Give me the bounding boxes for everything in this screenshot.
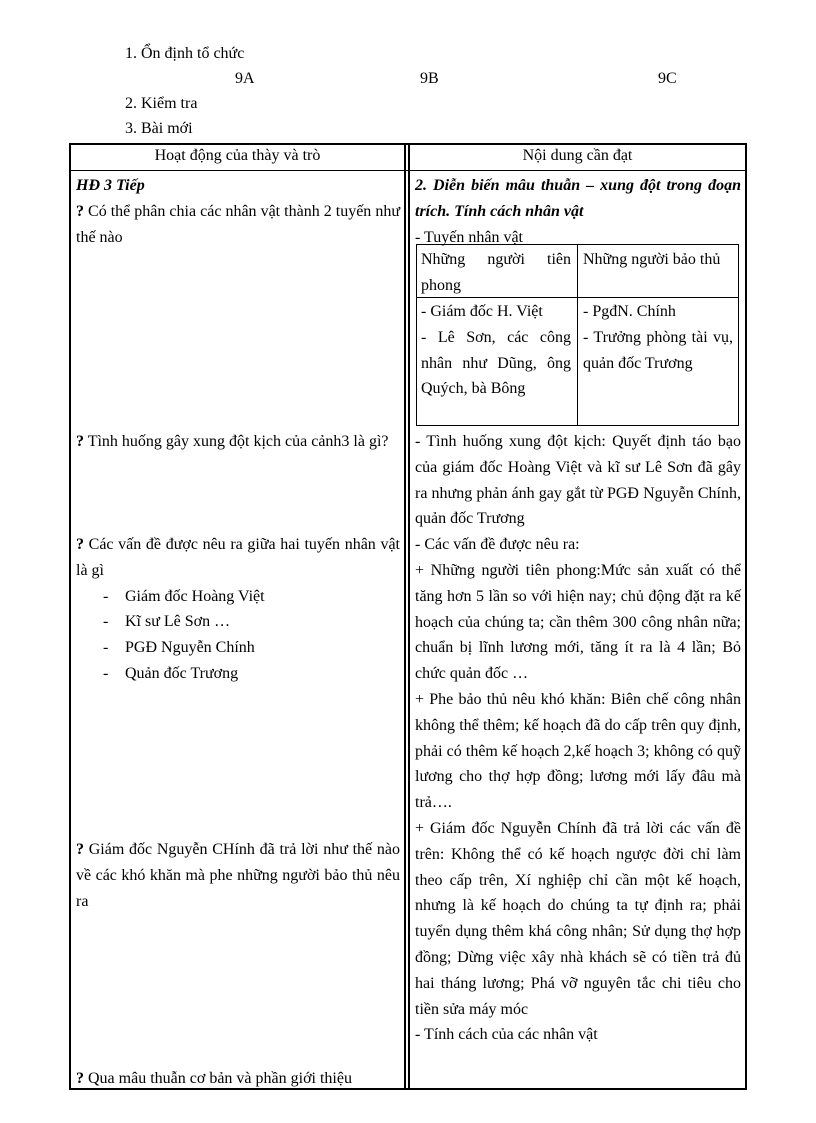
class-9a: 9A bbox=[235, 70, 255, 87]
question-2: ? Tình huống gây xung đột kịch của cảnh3 là gì? bbox=[76, 433, 389, 450]
sub-item: - Trưởng phòng tài vụ, quản đốc Trương bbox=[583, 328, 733, 372]
tuyen-nhan-vat: - Tuyến nhân vật bbox=[415, 228, 523, 246]
list-item: - Giám đốc Hoàng Việt bbox=[76, 584, 400, 610]
sub-item: - Giám đốc H. Việt bbox=[421, 303, 543, 320]
giam-doc-answer: + Giám đốc Nguyễn Chính đã trả lời các vấn đề trên: Không thể có kế hoạch ngược đời chỉ làm theo cấp trên, Xí nghiệp chỉ cần một kế hoạch, nhưng là kế hoạch do chúng ta tự định ra; phải tuyển dụng thêm khá công nhân; Sử dụng thợ hợp đồng; Dừng việc xây nhà khách sẽ có tiền trả đủ hai tháng lương; Phá vỡ nguyên tắc chi tiêu cho tiền sửa máy móc bbox=[415, 819, 741, 1018]
subtable-divider bbox=[577, 244, 578, 426]
col-header-right: Nội dung cần đạt bbox=[522, 147, 633, 164]
left-block-q4 bbox=[76, 837, 400, 914]
item-on-dinh: 1. Ổn định tổ chức bbox=[125, 45, 245, 62]
tinh-huong: - Tình huống xung đột kịch: Quyết định táo bạo của giám đốc Hoàng Việt và kĩ sư Lê Sơn đã gây ra nhưng phản ánh gay gắt từ PGĐ Nguyễn Chính, quản đốc Trương bbox=[415, 433, 741, 528]
right-block-body bbox=[415, 429, 741, 1048]
sub-cell-bao-thu bbox=[583, 299, 733, 376]
item-bai-moi: 3. Bài mới bbox=[125, 120, 193, 137]
class-9c: 9C bbox=[658, 70, 677, 87]
question-3: ? Các vấn đề được nêu ra giữa hai tuyến nhân vật là gì bbox=[76, 536, 400, 579]
list-item: - PGĐ Nguyễn Chính bbox=[76, 635, 400, 661]
van-de-heading: - Các vấn đề được nêu ra: bbox=[415, 536, 580, 554]
character-list bbox=[76, 584, 400, 687]
list-item: - Kĩ sư Lê Sơn … bbox=[76, 609, 400, 635]
header-row-divider bbox=[69, 170, 747, 171]
question-5: ? Qua mâu thuẫn cơ bản và phần giới thiệu bbox=[76, 1070, 352, 1087]
left-block-q2 bbox=[76, 429, 400, 455]
left-block-q5 bbox=[76, 1066, 406, 1092]
question-1: ? Có thể phân chia các nhân vật thành 2 tuyến như thế nào bbox=[76, 202, 400, 246]
sub-cell-tien-phong bbox=[421, 299, 571, 402]
item-kiem-tra: 2. Kiểm tra bbox=[125, 95, 198, 112]
bao-thu-points: + Phe bảo thủ nêu khó khăn: Biên chế công nhân không thể thêm; kế hoạch đã do cấp trên quy định, phải có thêm kế hoạch 2,kế hoạch 3; không có quỹ lương cho thợ hợp đồng; lương mới lấy đâu mà trả…. bbox=[415, 690, 741, 812]
sub-item: - Lê Sơn, các công nhân như Dũng, ông Quých, bà Bông bbox=[421, 328, 571, 398]
section-title: 2. Diễn biến mâu thuẫn – xung đột trong đoạn trích. Tính cách nhân vật bbox=[415, 177, 741, 220]
right-block-top bbox=[415, 173, 741, 250]
column-divider bbox=[404, 143, 410, 1090]
sub-item: - PgđN. Chính bbox=[583, 303, 676, 320]
left-block-q3 bbox=[76, 532, 400, 687]
sub-header-tien-phong: Những người tiên phong bbox=[421, 251, 571, 294]
class-9b: 9B bbox=[420, 70, 439, 87]
left-block-hd3 bbox=[76, 173, 400, 250]
tien-phong-points: + Những người tiên phong:Mức sản xuất có thể tăng hơn 5 lần so với hiện nay; chủ động đặt ra kế hoạch của chúng ta; cần thêm 300 công nhân nữa; chuẩn bị lĩnh lương mới, tăng ít ra là 4 lần; Bỏ chức quản đốc … bbox=[415, 561, 741, 683]
tinh-cach: - Tính cách của các nhân vật bbox=[415, 1026, 598, 1044]
question-4: ? Giám đốc Nguyễn CHính đã trả lời như thế nào về các khó khăn mà phe những người bảo thủ nêu ra bbox=[76, 841, 400, 910]
hd-title: HĐ 3 Tiếp bbox=[76, 177, 145, 194]
sub-header-bao-thu: Những người bảo thủ bbox=[583, 251, 721, 268]
col-header-left: Hoạt động của thày và trò bbox=[154, 147, 321, 164]
list-item: - Quản đốc Trương bbox=[76, 661, 400, 687]
